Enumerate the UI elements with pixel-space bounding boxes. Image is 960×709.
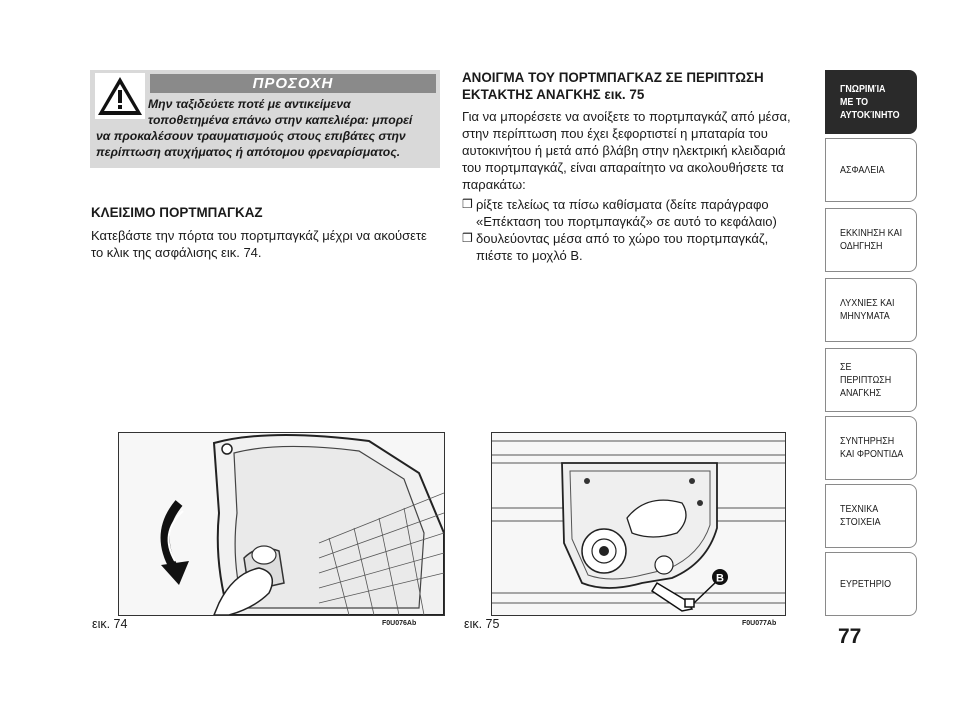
tab-safety[interactable]: [825, 138, 917, 202]
body-line: του πορτμπαγκάζ, είναι απαραίτητο να ακολουθήσετε τα: [462, 160, 784, 175]
tab-technical-data[interactable]: [825, 484, 917, 548]
figure-75-caption: εικ. 75: [464, 617, 500, 631]
body-line: το κλικ της ασφάλισης εικ. 74.: [91, 245, 262, 260]
tab-label: ΓΝΩΡΙΜΊΑ ΜΕ ΤΟ ΑΥΤΟΚΊΝΗΤΟ: [840, 82, 900, 121]
heading-line: ΑΝΟΙΓΜΑ ΤΟΥ ΠΟΡΤΜΠΑΓΚΑΖ ΣΕ ΠΕΡΙΠΤΩΣΗ: [462, 70, 764, 85]
warning-line: τοποθετημένα επάνω στην καπελιέρα: μπορεί: [148, 113, 413, 127]
warning-title: ΠΡΟΣΟΧΗ: [150, 74, 436, 93]
list-line: δουλεύοντας μέσα από το χώρο του πορτμπαγκάζ,: [476, 231, 769, 246]
section-intro: [462, 108, 814, 193]
tab-label: ΑΣΦΑΛΕΙΑ: [840, 163, 885, 176]
body-line: παρακάτω:: [462, 177, 526, 192]
body-line: αυτοκινήτου ή μετά από βλάβη στην ηλεκτρική κλειδαριά: [462, 143, 786, 158]
warning-line: περίπτωση ατυχήματος ή απότομου φρεναρίσματος.: [96, 145, 401, 159]
tab-label: ΣΥΝΤΗΡΗΣΗ ΚΑΙ ΦΡΟΝΤΙΔΑ: [840, 435, 904, 460]
tab-maintenance[interactable]: [825, 416, 917, 480]
checkbox-bullet-icon: ❒: [462, 197, 473, 211]
warning-text: [96, 96, 436, 160]
list-line: πιέστε το μοχλό B.: [476, 248, 583, 263]
page-number: 77: [838, 625, 862, 648]
warning-line: να προκαλέσουν τραυματισμούς στους επιβάτες στην: [96, 129, 406, 143]
body-line: Για να μπορέσετε να ανοίξετε το πορτμπαγκάζ από μέσα,: [462, 109, 791, 124]
section-body-closing: [91, 227, 443, 261]
tab-starting-driving[interactable]: [825, 208, 917, 272]
tab-label: ΕΥΡΕΤΗΡΙΟ: [840, 577, 892, 590]
lever-b-marker: B: [716, 572, 724, 585]
tab-label: ΛΥΧΝΙΕΣ ΚΑΙ ΜΗΝΥΜΑΤΑ: [840, 297, 895, 322]
list-item: [462, 230, 814, 264]
figure-75-illustration: [491, 432, 786, 616]
figure-74-code: F0U076Ab: [382, 620, 417, 627]
instruction-list: [462, 196, 814, 264]
list-item: [462, 196, 814, 230]
body-line: στην περίπτωση που έχει ξεφορτιστεί η μπαταρία του: [462, 126, 768, 141]
tab-index[interactable]: [825, 552, 917, 616]
checkbox-bullet-icon: ❒: [462, 231, 473, 245]
list-line: ρίξτε τελείως τα πίσω καθίσματα (δείτε παράγραφο: [476, 197, 769, 212]
warning-line: Μην ταξιδεύετε ποτέ με αντικείμενα: [148, 97, 351, 111]
tab-label: ΤΕΧΝΙΚΑ ΣΤΟΙΧΕΙΑ: [840, 503, 881, 528]
figure-75-code: F0U077Ab: [742, 620, 777, 627]
list-line: «Επέκταση του πορτμπαγκάζ» σε αυτό το κεφάλαιο): [476, 214, 777, 229]
tab-emergency[interactable]: [825, 348, 917, 412]
section-heading-emergency-opening: [462, 69, 812, 103]
tab-label: ΕΚΚΙΝΗΣΗ ΚΑΙ ΟΔΗΓΗΣΗ: [840, 227, 903, 252]
figure-74-caption: εικ. 74: [92, 617, 128, 631]
tab-label: ΣΕ ΠΕΡΙΠΤΩΣΗ ΑΝΑΓΚΗΣ: [840, 360, 892, 399]
section-heading-closing: ΚΛΕΙΣΙΜΟ ΠΟΡΤΜΠΑΓΚΑΖ: [91, 205, 263, 220]
figure-74-illustration: [118, 432, 445, 616]
tab-getting-to-know-car[interactable]: [825, 70, 917, 134]
tab-warning-lights[interactable]: [825, 278, 917, 342]
body-line: Κατεβάστε την πόρτα του πορτμπαγκάζ μέχρι να ακούσετε: [91, 228, 427, 243]
heading-line: ΕΚΤΑΚΤΗΣ ΑΝΑΓΚΗΣ εικ. 75: [462, 87, 645, 102]
